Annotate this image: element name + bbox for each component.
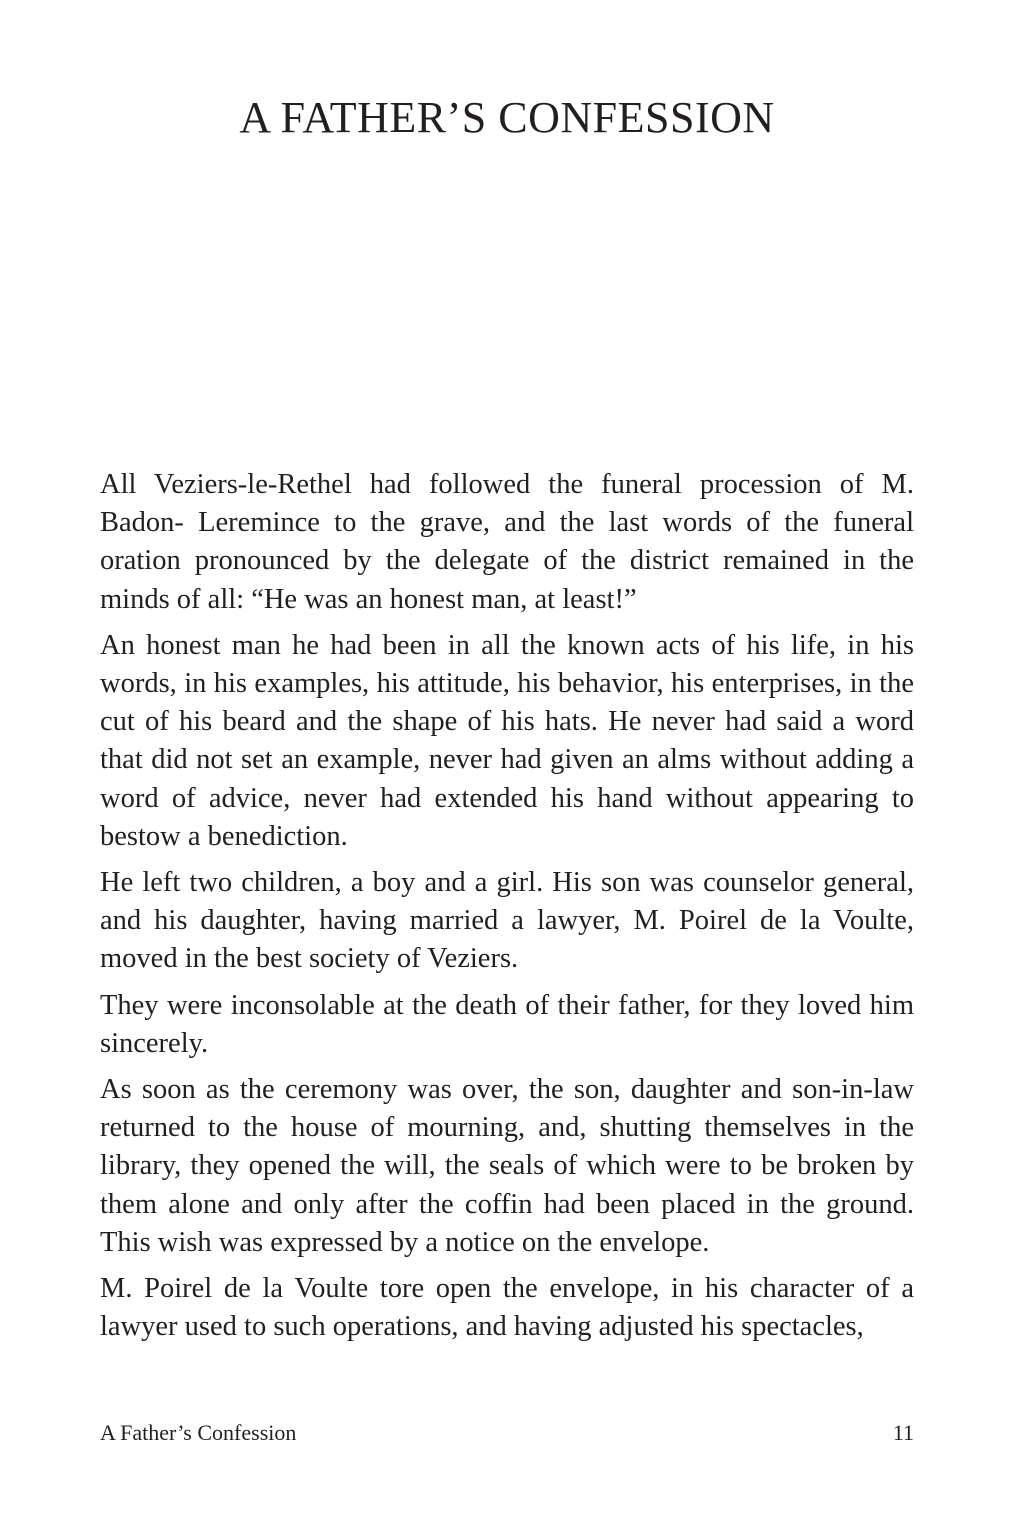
paragraph: All Veziers-le-Rethel had followed the funeral procession of M. Badon- Leremince to the grave, and the last words of the funeral oration pronounced by the delegate of the district remained in the minds of all: “He was an honest man, at least!” xyxy=(100,469,914,615)
page-number: 11 xyxy=(892,1420,914,1445)
page-footer xyxy=(100,1419,914,1447)
paragraph: As soon as the ceremony was over, the son, daughter and son-in-law returned to the house of mourning, and, shutting themselves in the library, they opened the will, the seals of which were to be broken by them alone and only after the coffin had been placed in the ground. This wish was expressed by a notice on the envelope. xyxy=(100,1074,914,1258)
paragraph: He left two children, a boy and a girl. His son was counselor general, and his daughter, having married a lawyer, M. Poirel de la Voulte, moved in the best society of Veziers. xyxy=(100,867,914,975)
chapter-title: A FATHER’S CONFESSION xyxy=(239,93,775,142)
paragraph: An honest man he had been in all the known acts of his life, in his words, in his examples, his attitude, his behavior, his enterprises, in the cut of his beard and the shape of his hats. He never had said a word that did not set an example, never had given an alms without adding a word of advice, never had extended his hand without appearing to bestow a benediction. xyxy=(100,629,914,852)
body-text xyxy=(100,466,914,1354)
running-title: A Father’s Confession xyxy=(100,1420,297,1445)
paragraph: They were inconsolable at the death of their father, for they loved him sincerely. xyxy=(100,989,914,1059)
paragraph: M. Poirel de la Voulte tore open the envelope, in his character of a lawyer used to such operations, and having adjusted his spectacles, xyxy=(100,1273,914,1343)
